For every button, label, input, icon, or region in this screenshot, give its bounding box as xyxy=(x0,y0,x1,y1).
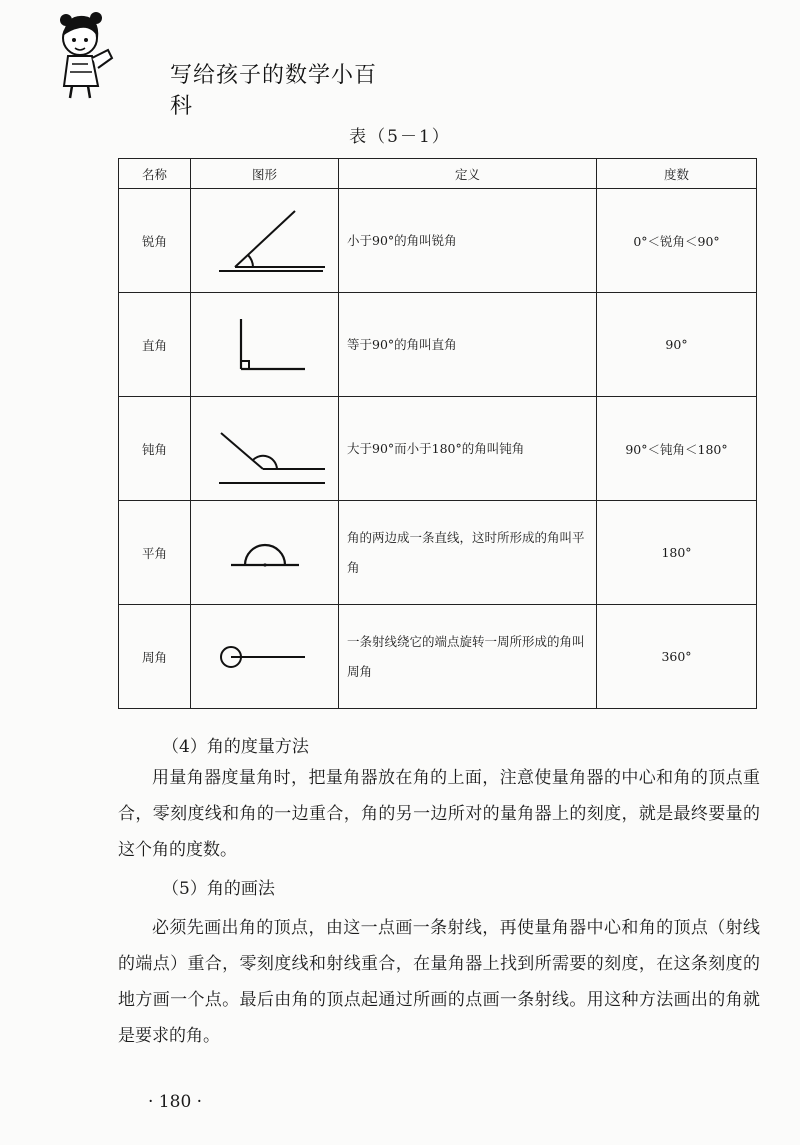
page-header xyxy=(58,8,388,119)
angle-definition: 角的两边成一条直线，这时所形成的角叫平角 xyxy=(339,501,597,605)
angle-name: 直角 xyxy=(119,293,191,397)
right-angle-figure xyxy=(205,305,325,385)
table-header-row xyxy=(119,159,757,189)
angle-definition: 大于90°而小于180°的角叫钝角 xyxy=(339,397,597,501)
angle-degree: 90°＜钝角＜180° xyxy=(597,397,757,501)
angle-definition: 等于90°的角叫直角 xyxy=(339,293,597,397)
column-header: 定义 xyxy=(339,159,597,189)
table-caption: 表（5－1） xyxy=(349,127,451,147)
angle-name: 钝角 xyxy=(119,397,191,501)
table-row xyxy=(119,189,757,293)
angle-name: 周角 xyxy=(119,605,191,709)
column-header: 度数 xyxy=(597,159,757,189)
section-heading: （4）角的度量方法 xyxy=(162,737,309,757)
column-header: 图形 xyxy=(191,159,339,189)
figure-cell xyxy=(191,397,339,501)
table-row xyxy=(119,397,757,501)
column-header: 名称 xyxy=(119,159,191,189)
obtuse-angle-figure xyxy=(205,409,325,489)
angle-degree: 90° xyxy=(597,293,757,397)
section-heading: （5）角的画法 xyxy=(162,879,275,899)
angle-table xyxy=(118,158,757,709)
figure-cell xyxy=(191,293,339,397)
table-row xyxy=(119,293,757,397)
page-number: · 180 · xyxy=(148,1092,203,1112)
section-paragraph: 必须先画出角的顶点，由这一点画一条射线，再使量角器中心和角的顶点（射线的端点）重合，零刻度线和射线重合，在量角器上找到所需要的刻度，在这条刻度的地方画一个点。最后由角的顶点起通过所画的点画一条射线。用这种方法画出的角就是要求的角。 xyxy=(118,918,760,1046)
angle-definition: 小于90°的角叫锐角 xyxy=(339,189,597,293)
angle-name: 锐角 xyxy=(119,189,191,293)
angle-degree: 360° xyxy=(597,605,757,709)
figure-cell xyxy=(191,189,339,293)
angle-degree: 180° xyxy=(597,501,757,605)
book-title: 写给孩子的数学小百科 xyxy=(170,63,378,119)
angle-degree: 0°＜锐角＜90° xyxy=(597,189,757,293)
girl-mascot-icon xyxy=(58,8,118,100)
figure-cell xyxy=(191,501,339,605)
table-row xyxy=(119,605,757,709)
figure-cell xyxy=(191,605,339,709)
table-row xyxy=(119,501,757,605)
angle-definition: 一条射线绕它的端点旋转一周所形成的角叫周角 xyxy=(339,605,597,709)
straight-angle-figure xyxy=(205,513,325,593)
full-angle-figure xyxy=(205,617,325,697)
acute-angle-figure xyxy=(205,201,325,281)
section-paragraph: 用量角器度量角时，把量角器放在角的上面，注意使量角器的中心和角的顶点重合，零刻度线和角的一边重合，角的另一边所对的量角器上的刻度，就是最终要量的这个角的度数。 xyxy=(118,768,760,860)
angle-name: 平角 xyxy=(119,501,191,605)
